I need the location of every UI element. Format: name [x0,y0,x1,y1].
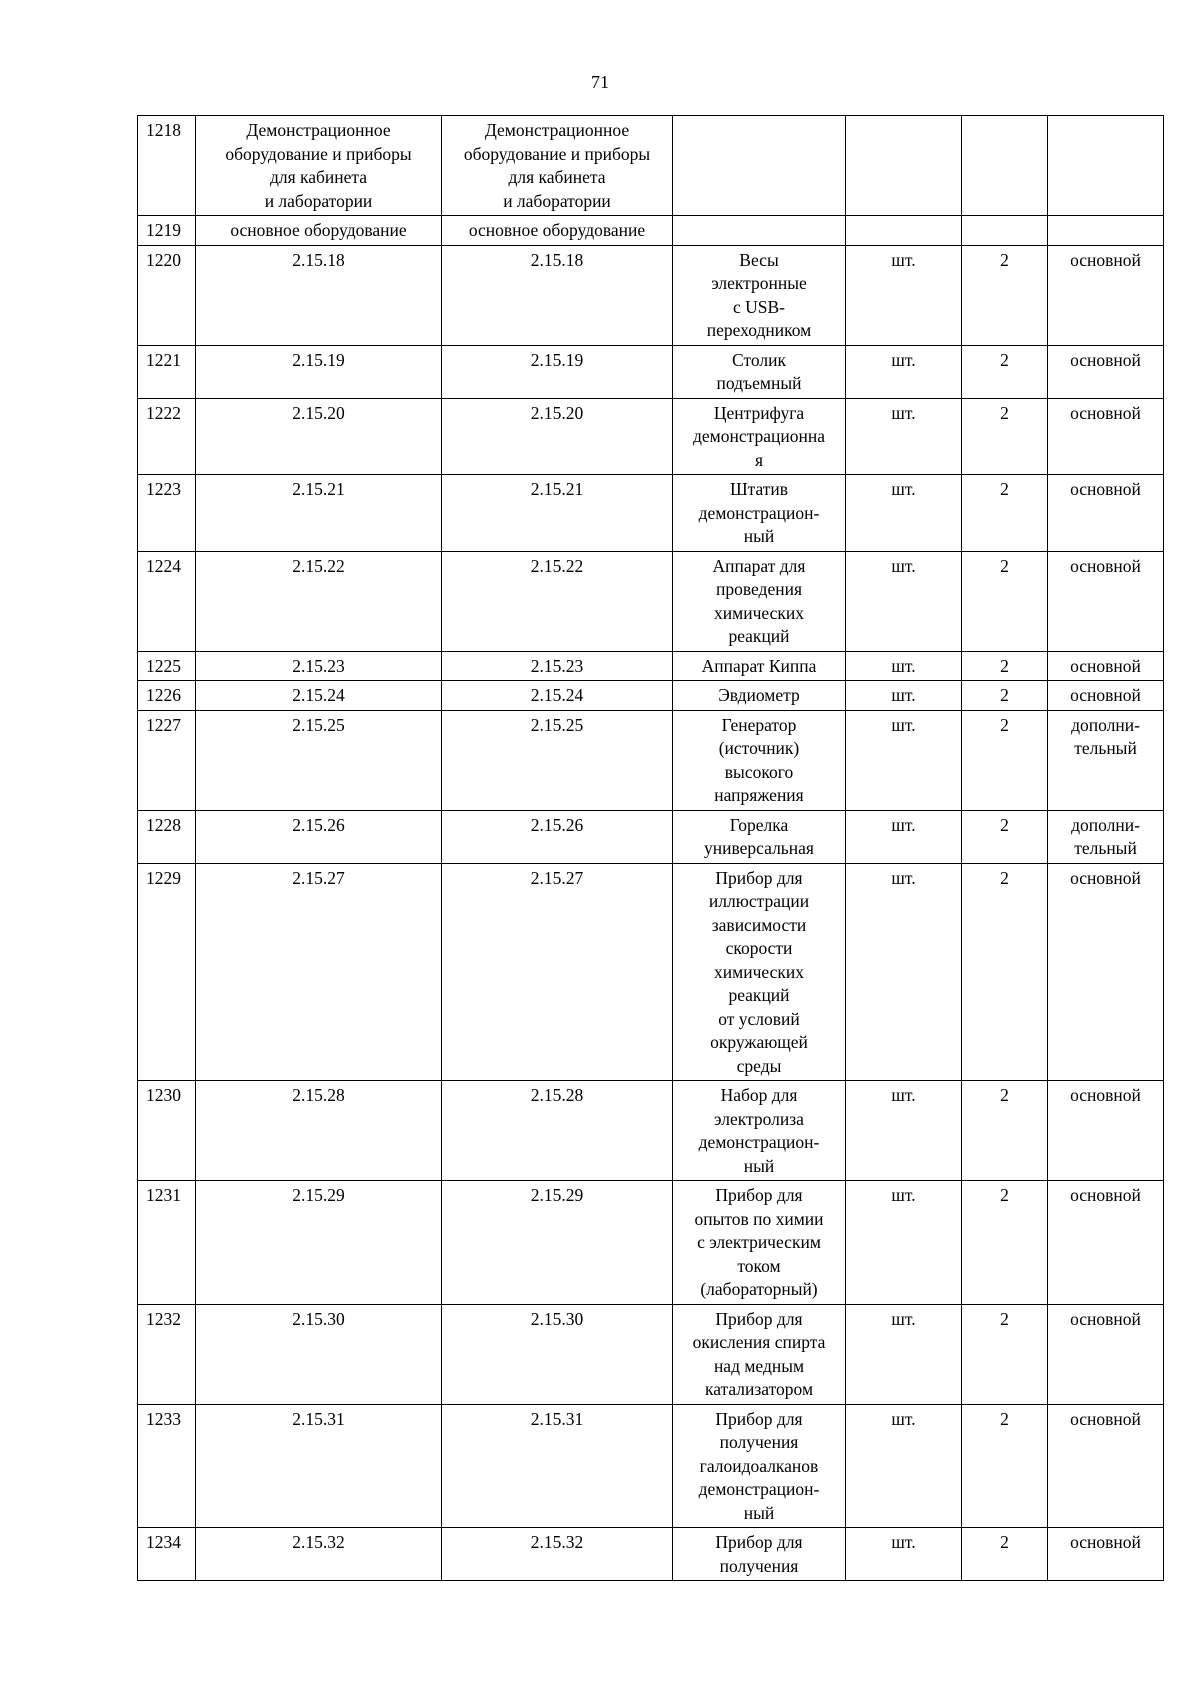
cell-line: ный [743,526,775,546]
cell-line: получения [719,1555,799,1576]
item-code-cell [442,710,673,810]
cell-line: демонстрацион- [698,1132,820,1152]
table-row [138,475,1164,552]
section-code-cell [196,551,442,651]
item-name-cell [673,551,846,651]
cell-line: опытов по химии [694,1208,824,1229]
cell-line: 2.15.27 [292,867,345,888]
item-name-cell [673,245,846,345]
cell-line: реакций [728,626,790,646]
quantity-cell: 2 [962,1081,1048,1181]
cell-line: зависимости [711,914,807,935]
cell-line: для кабинета [508,167,606,187]
cell-line: 2.15.23 [292,655,345,676]
cell-line: Прибор для [715,1185,803,1205]
item-code-cell [442,1181,673,1305]
cell-line: 2.15.22 [292,555,345,576]
equipment-type-cell [1048,1181,1164,1305]
row-number-cell: 1233 [138,1404,196,1528]
item-code-cell [442,1404,673,1528]
cell-line: основное оборудование [230,220,407,240]
cell-line: Горелка [729,814,789,835]
cell-line: скорости [725,938,793,958]
unit-cell: шт. [846,710,962,810]
unit-cell: шт. [846,398,962,475]
quantity-cell: 2 [962,681,1048,711]
cell-line: получения [719,1432,799,1452]
quantity-cell: 2 [962,1304,1048,1404]
cell-line: 2.15.25 [292,714,345,735]
table-row [138,1081,1164,1181]
cell-line: окисления спирта [692,1332,826,1352]
table-row [138,345,1164,398]
cell-line: демонстрацион- [698,502,820,523]
item-code-cell [442,345,673,398]
section-code-cell [196,1404,442,1528]
table-row [138,1528,1164,1581]
cell-line: для кабинета [269,167,368,187]
cell-line: ный [743,1155,775,1176]
cell-line: основной [1070,1185,1141,1205]
section-code-cell [196,116,442,216]
item-code-cell [442,551,673,651]
cell-line: Прибор для [715,867,803,888]
item-name-cell [673,116,846,216]
cell-line: оборудование и приборы [463,143,651,164]
unit-cell: шт. [846,681,962,711]
section-code-cell [196,475,442,552]
row-number-cell: 1229 [138,863,196,1081]
item-code-cell [442,1528,673,1581]
unit-cell [846,116,962,216]
section-code-cell [196,1528,442,1581]
quantity-cell: 2 [962,651,1048,681]
row-number-cell: 1230 [138,1081,196,1181]
cell-line: 2.15.30 [530,1308,584,1329]
cell-line: электролиза [714,1108,804,1129]
cell-line: (источник) [718,738,800,758]
row-number-cell: 1234 [138,1528,196,1581]
equipment-type-cell [1048,398,1164,475]
cell-line: (лабораторный) [700,1279,818,1299]
row-number-cell: 1228 [138,810,196,863]
table-row [138,116,1164,216]
equipment-type-cell [1048,475,1164,552]
cell-line: 2.15.24 [292,685,345,705]
cell-line: универсальная [704,838,814,858]
cell-line: 2.15.19 [530,349,584,370]
cell-line: тельный [1074,738,1137,758]
row-number-cell: 1220 [138,245,196,345]
table-row [138,810,1164,863]
cell-line: дополни- [1071,814,1140,835]
item-code-cell [442,245,673,345]
quantity-cell: 2 [962,245,1048,345]
row-number-cell: 1222 [138,398,196,475]
row-number-cell: 1221 [138,345,196,398]
unit-cell: шт. [846,651,962,681]
table-row [138,863,1164,1081]
cell-line: среды [736,1055,782,1076]
row-number-cell: 1227 [138,710,196,810]
item-code-cell [442,216,673,246]
item-name-cell [673,1528,846,1581]
row-number-cell: 1224 [138,551,196,651]
cell-line: основной [1070,867,1141,888]
item-name-cell [673,681,846,711]
table-row [138,1404,1164,1528]
unit-cell [846,216,962,246]
item-code-cell [442,1304,673,1404]
section-code-cell [196,1304,442,1404]
cell-line: 2.15.29 [292,1185,345,1205]
cell-line: 2.15.19 [292,349,345,370]
cell-line: галоидоалканов [699,1455,819,1476]
row-number-cell: 1226 [138,681,196,711]
item-name-cell [673,398,846,475]
table-row [138,710,1164,810]
cell-line: и лаборатории [264,190,373,211]
cell-line: 2.15.26 [530,814,584,835]
section-code-cell [196,1181,442,1305]
equipment-type-cell [1048,245,1164,345]
item-name-cell [673,710,846,810]
item-name-cell [673,1404,846,1528]
cell-line: основной [1070,1408,1141,1429]
quantity-cell: 2 [962,710,1048,810]
cell-line: основной [1070,349,1141,370]
table-row [138,216,1164,246]
cell-line: проведения [715,579,802,599]
cell-line: Прибор для [715,1408,803,1429]
cell-line: оборудование и приборы [225,143,412,164]
quantity-cell [962,216,1048,246]
cell-line: основной [1070,1085,1141,1105]
section-code-cell [196,398,442,475]
item-name-cell [673,216,846,246]
unit-cell: шт. [846,810,962,863]
section-code-cell [196,216,442,246]
cell-line: 2.15.32 [530,1532,584,1552]
section-code-cell [196,345,442,398]
equipment-type-cell [1048,810,1164,863]
cell-line: я [754,449,764,470]
cell-line: основной [1070,479,1141,499]
cell-line: ный [743,1502,775,1523]
cell-line: 2.15.31 [530,1408,584,1429]
row-number-cell: 1219 [138,216,196,246]
cell-line: 2.15.31 [292,1408,345,1429]
item-code-cell [442,863,673,1081]
equipment-type-cell [1048,1404,1164,1528]
cell-line: от условий [718,1008,800,1029]
cell-line: химических [714,602,804,623]
cell-line: Столик [732,349,786,370]
cell-line: Демонстрационное [246,120,391,140]
item-code-cell [442,116,673,216]
section-code-cell [196,810,442,863]
equipment-type-cell [1048,345,1164,398]
cell-line: Демонстрационное [484,120,630,140]
section-code-cell [196,710,442,810]
cell-line: 2.15.23 [530,655,584,676]
cell-line: Центрифуга [713,402,805,423]
item-code-cell [442,1081,673,1181]
equipment-type-cell [1048,681,1164,711]
unit-cell: шт. [846,1304,962,1404]
cell-line: Набор для [720,1085,798,1105]
cell-line: током [737,1255,781,1276]
row-number-cell: 1231 [138,1181,196,1305]
row-number-cell: 1218 [138,116,196,216]
cell-line: высокого [724,761,794,782]
quantity-cell: 2 [962,1181,1048,1305]
cell-line: 2.15.20 [292,402,345,423]
cell-line: основной [1070,685,1141,705]
cell-line: 2.15.30 [292,1308,345,1329]
cell-line: основной [1070,402,1141,423]
cell-line: Весы [739,249,779,270]
quantity-cell [962,116,1048,216]
cell-line: химических [714,961,804,982]
cell-line: основной [1070,249,1141,270]
cell-line: 2.15.28 [530,1085,584,1105]
equipment-type-cell [1048,863,1164,1081]
item-name-cell [673,1081,846,1181]
table-row [138,1181,1164,1305]
unit-cell: шт. [846,551,962,651]
unit-cell: шт. [846,1404,962,1528]
cell-line: основной [1070,655,1141,676]
cell-line: 2.15.20 [530,402,584,423]
cell-line: 2.15.26 [292,814,345,835]
item-name-cell [673,345,846,398]
unit-cell: шт. [846,245,962,345]
cell-line: Штатив [729,479,789,499]
quantity-cell: 2 [962,551,1048,651]
cell-line: 2.15.28 [292,1085,345,1105]
table-row [138,398,1164,475]
cell-line: катализатором [704,1379,814,1399]
unit-cell: шт. [846,345,962,398]
cell-line: напряжения [714,785,804,805]
item-code-cell [442,651,673,681]
item-code-cell [442,681,673,711]
cell-line: основной [1070,1308,1141,1329]
item-code-cell [442,398,673,475]
cell-line: 2.15.22 [530,555,584,576]
cell-line: электронные [711,273,807,293]
item-code-cell [442,810,673,863]
quantity-cell: 2 [962,863,1048,1081]
cell-line: дополни- [1071,714,1140,735]
cell-line: 2.15.18 [530,249,584,270]
section-code-cell [196,681,442,711]
table-body [138,116,1164,1581]
cell-line: 2.15.32 [292,1532,345,1552]
cell-line: Генератор [721,714,797,735]
equipment-type-cell [1048,710,1164,810]
quantity-cell: 2 [962,398,1048,475]
cell-line: 2.15.29 [530,1185,584,1205]
quantity-cell: 2 [962,1528,1048,1581]
quantity-cell: 2 [962,1404,1048,1528]
cell-line: над медным [713,1355,805,1376]
cell-line: основное оборудование [468,220,646,240]
cell-line: основной [1070,1532,1141,1552]
equipment-type-cell [1048,651,1164,681]
table-row [138,551,1164,651]
page-number: 71 [591,72,609,92]
unit-cell: шт. [846,863,962,1081]
cell-line: 2.15.27 [530,867,584,888]
item-name-cell [673,651,846,681]
item-name-cell [673,475,846,552]
cell-line: 2.15.25 [530,714,584,735]
cell-line: с электрическим [697,1232,821,1252]
cell-line: реакций [728,985,790,1005]
cell-line: демонстрационна [693,426,825,446]
equipment-type-cell [1048,116,1164,216]
section-code-cell [196,651,442,681]
table-row [138,681,1164,711]
section-code-cell [196,1081,442,1181]
cell-line: с USB- [732,296,785,317]
item-name-cell [673,863,846,1081]
cell-line: Аппарат Киппа [701,655,817,676]
table-row [138,245,1164,345]
cell-line: иллюстрации [708,891,810,911]
table-row [138,651,1164,681]
section-code-cell [196,245,442,345]
cell-line: окружающей [710,1032,808,1052]
item-code-cell [442,475,673,552]
cell-line: 2.15.24 [530,685,584,705]
cell-line: и лаборатории [503,190,611,211]
equipment-type-cell [1048,1304,1164,1404]
cell-line: Аппарат для [712,555,806,576]
table-row [138,1304,1164,1404]
item-name-cell [673,1181,846,1305]
equipment-type-cell [1048,551,1164,651]
cell-line: тельный [1074,838,1137,858]
cell-line: Прибор для [715,1532,803,1552]
cell-line: подъемный [716,373,802,393]
cell-line: переходником [706,320,812,340]
unit-cell: шт. [846,1181,962,1305]
row-number-cell: 1223 [138,475,196,552]
cell-line: демонстрацион- [698,1479,820,1499]
cell-line: 2.15.21 [292,479,345,499]
unit-cell: шт. [846,475,962,552]
equipment-type-cell [1048,216,1164,246]
cell-line: 2.15.18 [292,249,345,270]
cell-line: Эвдиометр [718,685,800,705]
unit-cell: шт. [846,1081,962,1181]
equipment-type-cell [1048,1081,1164,1181]
item-name-cell [673,810,846,863]
section-code-cell [196,863,442,1081]
row-number-cell: 1225 [138,651,196,681]
cell-line: Прибор для [715,1308,803,1329]
row-number-cell: 1232 [138,1304,196,1404]
item-name-cell [673,1304,846,1404]
unit-cell: шт. [846,1528,962,1581]
cell-line: основной [1070,555,1141,576]
quantity-cell: 2 [962,810,1048,863]
cell-line: 2.15.21 [530,479,584,499]
quantity-cell: 2 [962,345,1048,398]
equipment-type-cell [1048,1528,1164,1581]
quantity-cell: 2 [962,475,1048,552]
equipment-table [137,115,1164,1581]
